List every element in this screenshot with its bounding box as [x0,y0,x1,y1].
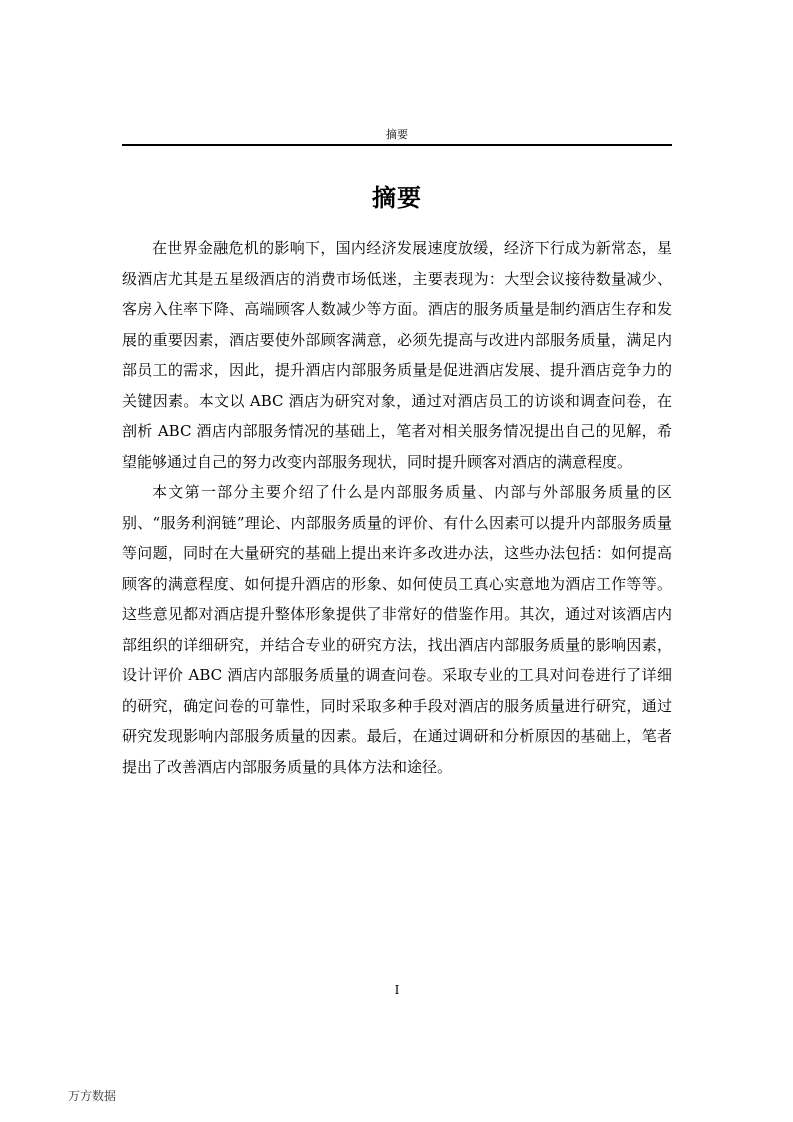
running-header: 摘要 [386,128,408,141]
page-title: 摘要 [372,184,422,212]
header-rule [122,144,672,146]
abstract-paragraph-1: 在世界金融危机的影响下，国内经济发展速度放缓，经济下行成为新常态，星级酒店尤其是五星级酒店的消费市场低迷，主要表现为：大型会议接待数量减少、客房入住率下降、高端顾客人数减少等方面。酒店的服务质量是制约酒店生存和发展的重要因素，酒店要使外部顾客满意，必须先提高与改进内部服务质量，满足内部员工的需求，因此，提升酒店内部服务质量是促进酒店发展、提升酒店竞争力的关键因素。本文以 ABC 酒店为研究对象，通过对酒店员工的访谈和调查问卷，在剖析 ABC 酒店内部服务情况的基础上，笔者对相关服务情况提出自己的见解，希望能够通过自己的努力改变内部服务现状，同时提升顾客对酒店的满意程度。 [122,239,672,471]
abstract-body [122,233,672,782]
watermark: 万方数据 [68,1089,117,1103]
page-number: I [394,983,400,997]
abstract-paragraph-2: 本文第一部分主要介绍了什么是内部服务质量、内部与外部服务质量的区别、“服务利润链”理论、内部服务质量的评价、有什么因素可以提升内部服务质量等问题，同时在大量研究的基础上提出来许多改进办法，这些办法包括：如何提高顾客的满意程度、如何提升酒店的形象、如何使员工真心实意地为酒店工作等等。这些意见都对酒店提升整体形象提供了非常好的借鉴作用。其次，通过对该酒店内部组织的详细研究，并结合专业的研究方法，找出酒店内部服务质量的影响因素，设计评价 ABC 酒店内部服务质量的调查问卷。采取专业的工具对问卷进行了详细的研究，确定问卷的可靠性，同时采取多种手段对酒店的服务质量进行研究，通过研究发现影响内部服务质量的因素。最后，在通过调研和分析原因的基础上，笔者提出了改善酒店内部服务质量的具体方法和途径。 [122,483,672,776]
